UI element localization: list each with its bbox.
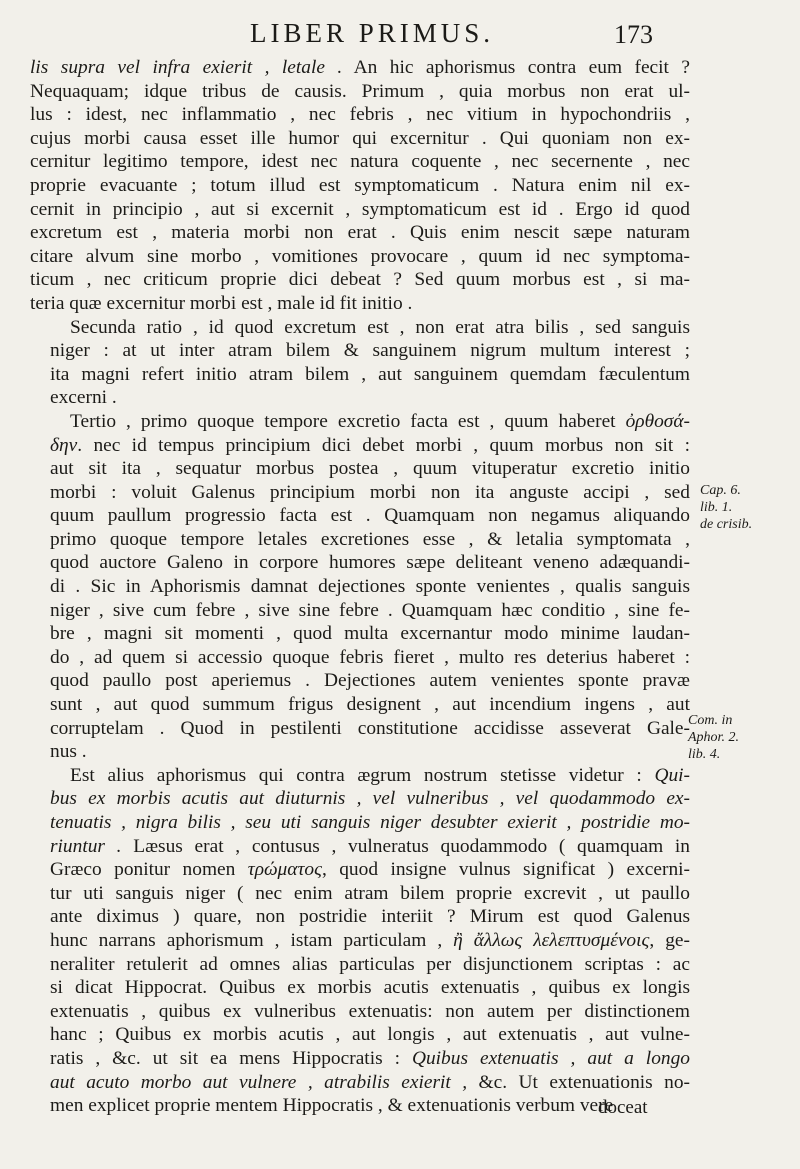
text-line [30,103,690,127]
italic-run: lis supra vel infra exierit , letale . [30,57,343,78]
text-run: ante diximus ) quare, non postridie interiit ? Mirum est quod Galenus [50,906,690,928]
text-line [30,740,690,764]
italic-run: τρώματος [247,859,322,881]
text-line [30,268,690,292]
text-line [30,787,690,811]
text-line [30,434,690,458]
text-run: quum paullum progressio facta est . Quamquam non negamus aliquando [50,505,690,527]
text-run: hunc narrans aphorismum , istam particulam , [50,929,454,951]
text-run: di . Sic in Aphorismis damnat dejectiones sponte venientes , qualis sanguis [50,576,690,598]
text-line [30,339,690,363]
text-run: primo quoque tempore letales excretiones esse , & letalia symptomata , [50,528,690,550]
margin-note-line: lib. 4. [688,747,721,762]
margin-note-line: Cap. 6. [700,483,741,498]
text-line [30,1000,690,1024]
text-line [30,410,690,434]
main-text [30,56,690,1118]
italic-run: Quibus extenuatis , aut a longo [411,1047,690,1069]
text-run: ita magni refert initio atram bilem , aut sanguinem quemdam fæculentum [50,363,690,385]
text-run: niger : at ut inter atram bilem & sanguinem nigrum multum interest ; [50,340,690,362]
text-line [30,929,690,953]
text-run: excerni . [50,387,117,409]
text-line [30,1094,690,1118]
text-line [30,599,690,623]
text-run: aut sit ita , sequatur morbus postea , quum vituperatur excretio initio [50,458,690,480]
text-line [30,528,690,552]
text-run: tur uti sanguis niger ( nec enim atram bilem proprie excrevit , ut paullo [50,882,690,904]
text-line [30,386,690,410]
text-run: cernitur legitimo tempore, idest nec natura coquente , nec secernente , nec [30,151,690,173]
text-run: neraliter retulerit ad omnes alias particulas per disjunctionem scriptas : ac [50,953,690,975]
paragraph [30,56,690,316]
text-line [30,198,690,222]
text-line [30,953,690,977]
text-run: morbi : voluit Galenus principium morbi non ita anguste accipi , sed [50,481,690,503]
text-line [30,835,690,859]
text-line [30,174,690,198]
catchword: doceat [598,1097,648,1118]
text-line [30,56,690,80]
text-run: Læsus erat , contusus , vulneratus quodammodo ( quamquam in [121,835,690,857]
text-line [30,221,690,245]
paragraph [30,410,690,764]
running-title: LIBER PRIMUS. [250,18,495,48]
text-line [30,1023,690,1047]
text-run: excretum est , materia morbi non erat . Quis enim nescit sæpe naturam [30,222,690,244]
text-line [30,127,690,151]
italic-run: bus ex morbis acutis aut diuturnis , vel vulneribus , vel quodammodo ex- [50,788,690,810]
text-run: cujus morbi causa esset ille humor qui excernitur . Qui quoniam non ex- [30,127,690,149]
text-run: quod paullo post aperiemus . Dejectiones autem venientes sponte pravæ [50,670,690,692]
margin-note-cap6 [700,482,752,533]
italic-run: tenuatis , nigra bilis , seu uti sanguis niger desubter exierit , postridie mo- [50,812,690,833]
text-line [30,292,690,316]
italic-run: riuntur . [50,835,122,857]
text-run: niger , sive cum febre , sive sine febre . Quamquam hæc conditio , sine fe- [50,599,690,621]
margin-note-line: lib. 1. [700,500,733,515]
margin-note-line: Com. in [688,713,733,728]
text-run: Est alius aphorismus qui contra ægrum nostrum stetisse videtur : [70,764,655,786]
running-head [0,18,800,50]
text-line [30,245,690,269]
text-line [30,363,690,387]
text-run: corruptelam . Quod in pestilenti constitutione accidisse asseverat Gale- [50,717,690,739]
paragraph [30,764,690,1118]
margin-note-line: Aphor. 2. [688,730,739,745]
text-run: nus . [50,741,87,763]
text-line [30,481,690,505]
page-number: 173 [614,20,653,49]
text-run: bre , magni sit momenti , quod multa excernantur modo minime laudan- [50,623,690,645]
text-run: . nec id tempus principium dici debet morbi , quum morbus non sit : [77,434,690,456]
text-run: teria quæ excernitur morbi est , male id fit initio . [30,292,413,314]
text-line [30,976,690,1000]
text-run: &c. Ut extenuationis no- [467,1071,690,1093]
italic-run: aut acuto morbo aut vulnere , atrabilis exierit , [50,1071,468,1093]
text-line [30,764,690,788]
text-run: men explicet proprie mentem Hippocratis , & extenuationis verbum vere [50,1095,614,1117]
text-line [30,504,690,528]
text-line [30,1047,690,1071]
text-run: Secunda ratio , id quod excretum est , non erat atra bilis , sed sanguis [70,316,690,338]
text-line [30,882,690,906]
italic-run: δην [50,434,78,456]
text-line [30,622,690,646]
text-line [30,575,690,599]
text-line [30,858,690,882]
text-line [30,693,690,717]
text-run: lus : idest, nec inflammatio , nec febris , nec vitium in hypochondriis , [30,104,690,126]
text-line [30,80,690,104]
text-line [30,551,690,575]
text-line [30,1071,690,1095]
text-run: , quod insigne vulnus significat ) excerni- [321,859,690,881]
margin-note-line: de crisib. [700,517,753,532]
text-run: ticum , nec criticum proprie dici debeat ? Sed quum morbus est , si ma- [30,269,690,291]
text-line [30,811,690,835]
text-run: hanc ; Quibus ex morbis acutis , aut longis , aut extenuatis , aut vulne- [50,1024,690,1046]
italic-run: Qui- [654,764,690,786]
text-run: extenuatis , quibus ex vulneribus extenuatis: non autem per distinctionem [50,1000,690,1022]
text-run: Græco ponitur nomen [50,859,248,881]
text-line [30,457,690,481]
text-run: Tertio , primo quoque tempore excretio facta est , quum haberet [70,410,626,432]
text-run: proprie evacuante ; totum illud est symptomaticum . Natura enim nil ex- [30,174,690,196]
text-run: , ge- [649,929,690,951]
text-line [30,150,690,174]
text-run: citare alvum sine morbo , vomitiones provocare , quum id nec symptoma- [30,245,690,267]
text-run: quod auctore Galeno in corpore humores sæpe deliteant veneno adæquandi- [50,552,690,574]
text-run: cernit in principio , aut si excernit , symptomaticum est id . Ergo id quod [30,198,690,220]
text-run: Nequaquam; idque tribus de causis. Primum , quia morbus non erat ul- [30,80,690,102]
text-run: do , ad quem si accessio quoque febris fieret , multo res deterius haberet : [50,646,690,668]
text-run: si dicat Hippocrat. Quibus ex morbis acutis extenuatis , quibus ex longis [50,977,690,999]
italic-run: ὀρθοσά- [625,410,690,432]
italic-run: ἢ ἄλλως λελεπτυσμένοις [453,929,650,951]
text-line [30,646,690,670]
text-line [30,669,690,693]
text-run: An hic aphorismus contra eum fecit ? [342,57,690,78]
text-line [30,905,690,929]
text-line [30,717,690,741]
paragraph [30,316,690,410]
text-run: sunt , aut quod summum frigus designent , aut incendium ingens , aut [50,694,690,716]
text-run: ratis , &c. ut sit ea mens Hippocratis : [50,1047,412,1069]
margin-note-com-in-aphor [688,712,739,763]
text-line [30,316,690,340]
